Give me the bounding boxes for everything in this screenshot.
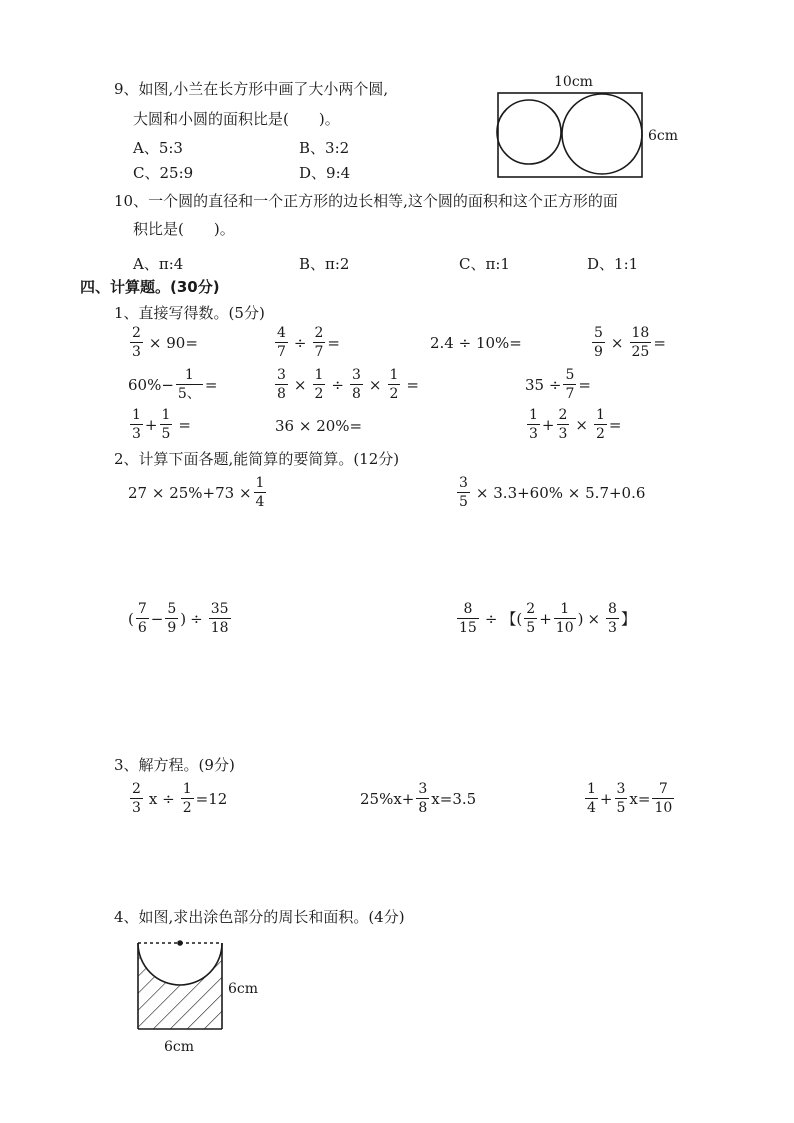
- p4-height-label: 6cm: [228, 981, 259, 997]
- p1-expr-1: $\frac{2}{3}$ × 90=: [132, 325, 198, 360]
- q9-stem-line1: 9、如图,小兰在长方形中画了大小两个圆,: [114, 80, 389, 98]
- q9-option-d: D、9:4: [299, 164, 351, 182]
- p2-expr-2: $\frac{3}{5}$ × 3.3+60% × 5.7+0.6: [459, 475, 646, 510]
- part1-title: 1、直接写得数。(5分): [114, 304, 265, 322]
- part4-title: 4、如图,求出涂色部分的周长和面积。(4分): [114, 908, 405, 926]
- p3-equation-3: $\frac{1}{4}$ + $\frac{3}{5}$ x= $\frac{7}{10}$: [587, 781, 673, 816]
- q9-figure: [490, 72, 690, 182]
- p1-expr-4: $\frac{5}{9}$ × $\frac{18}{25}$ =: [594, 325, 666, 360]
- q10-option-b: B、π:2: [299, 255, 350, 273]
- section-title: 四、计算题。(30分): [80, 278, 220, 296]
- p1-expr-9: 36 × 20%=: [275, 417, 363, 435]
- p1-expr-8: $\frac{1}{3}$ + $\frac{1}{5}$ =: [132, 407, 191, 442]
- fraction: $\frac{2}{3}$: [132, 325, 141, 360]
- q9-option-a: A、5:3: [133, 139, 183, 157]
- q10-option-c: C、π:1: [459, 255, 510, 273]
- p3-equation-2: 25%x+ $\frac{3}{8}$ x=3.5: [360, 781, 477, 816]
- q9-height-label: 6cm: [648, 128, 679, 144]
- rectangle-two-circles-diagram: [490, 72, 690, 182]
- q9-option-b: B、3:2: [299, 139, 350, 157]
- q9-width-label: 10cm: [554, 74, 593, 90]
- q9-option-c: C、25:9: [133, 164, 194, 182]
- q10-stem-line1: 10、一个圆的直径和一个正方形的边长相等,这个圆的面积和这个正方形的面: [114, 192, 618, 210]
- shaded-square-semicircle-diagram: [128, 935, 268, 1060]
- p1-expr-6: $\frac{3}{8}$ × $\frac{1}{2}$ ÷ $\frac{3}{8}$ × $\frac{1}{2}$ =: [277, 367, 419, 402]
- p2-expr-1: 27 × 25%+73 × $\frac{1}{4}$: [128, 475, 265, 510]
- p4-width-label: 6cm: [164, 1039, 195, 1055]
- q10-option-a: A、π:4: [133, 255, 184, 273]
- p2-expr-3: ( $\frac{7}{6}$ − $\frac{5}{9}$ ) ÷ $\frac{35}{18}$: [128, 601, 229, 636]
- q9-stem-line2: 大圆和小圆的面积比是( )。: [133, 110, 340, 128]
- part2-title: 2、计算下面各题,能简算的要简算。(12分): [114, 450, 400, 468]
- p1-expr-3: 2.4 ÷ 10%=: [430, 334, 522, 352]
- p2-expr-4: $\frac{8}{15}$ ÷ 【 ( $\frac{2}{5}$ + $\frac{1}{10}$ ) × $\frac{8}{3}$ 】: [459, 601, 636, 636]
- p1-expr-5: 60%− $\frac{1}{5、}$ =: [128, 367, 218, 402]
- p1-expr-10: $\frac{1}{3}$ + $\frac{2}{3}$ × $\frac{1}{2}$ =: [529, 407, 622, 442]
- p1-expr-7: 35 ÷ $\frac{5}{7}$ =: [525, 367, 591, 402]
- q10-option-d: D、1:1: [587, 255, 639, 273]
- q10-stem-line2: 积比是( )。: [133, 220, 235, 238]
- p4-figure: [128, 935, 268, 1060]
- p1-expr-2: $\frac{4}{7}$ ÷ $\frac{2}{7}$ =: [277, 325, 340, 360]
- part3-title: 3、解方程。(9分): [114, 756, 235, 774]
- p3-equation-1: $\frac{2}{3}$ x ÷ $\frac{1}{2}$ =12: [132, 781, 228, 816]
